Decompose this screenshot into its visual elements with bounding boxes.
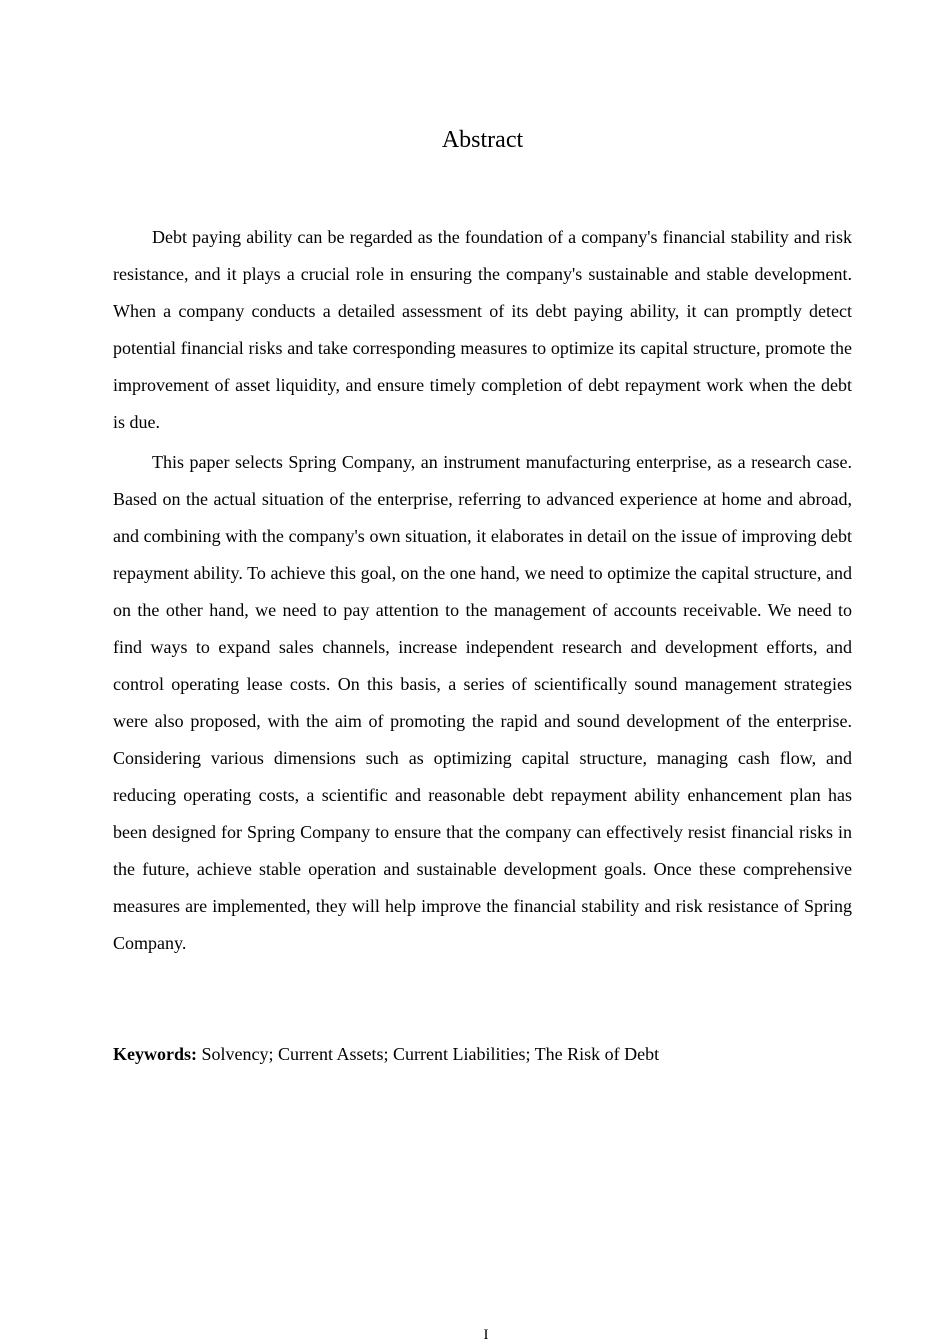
page-title: Abstract bbox=[441, 127, 524, 153]
keywords-label: Keywords: bbox=[113, 1044, 197, 1064]
abstract-paragraph-1: Debt paying ability can be regarded as the foundation of a company's financial stability and risk resistance, and it plays a crucial role in ensuring the company's sustainable and stable development. When a company conducts a detailed assessment of its debt paying ability, it can promptly detect potential financial risks and take corresponding measures to optimize its capital structure, promote the improvement of asset liquidity, and ensure timely completion of debt repayment work when the debt is due. bbox=[113, 227, 852, 432]
abstract-paragraph-2: This paper selects Spring Company, an instrument manufacturing enterprise, as a research case. Based on the actual situation of the enterprise, referring to advanced experience at home and abroad, and combining with the company's own situation, it elaborates in detail on the issue of improving debt repayment ability. To achieve this goal, on the one hand, we need to optimize the capital structure, and on the other hand, we need to pay attention to the management of accounts receivable. We need to find ways to expand sales channels, increase independent research and development efforts, and control operating lease costs. On this basis, a series of scientifically sound management strategies were also proposed, with the aim of promoting the rapid and sound development of the enterprise. Considering various dimensions such as optimizing capital structure, managing cash flow, and reducing operating costs, a scientific and reasonable debt repayment ability enhancement plan has been designed for Spring Company to ensure that the company can effectively resist financial risks in the future, achieve stable operation and sustainable development goals. Once these comprehensive measures are implemented, they will help improve the financial stability and risk resistance of Spring Company. bbox=[113, 452, 852, 953]
page-number: I bbox=[483, 1327, 489, 1343]
keywords-text: Solvency; Current Assets; Current Liabilities; The Risk of Debt bbox=[201, 1044, 660, 1064]
abstract-body bbox=[113, 219, 852, 962]
keywords-line bbox=[113, 1039, 852, 1069]
